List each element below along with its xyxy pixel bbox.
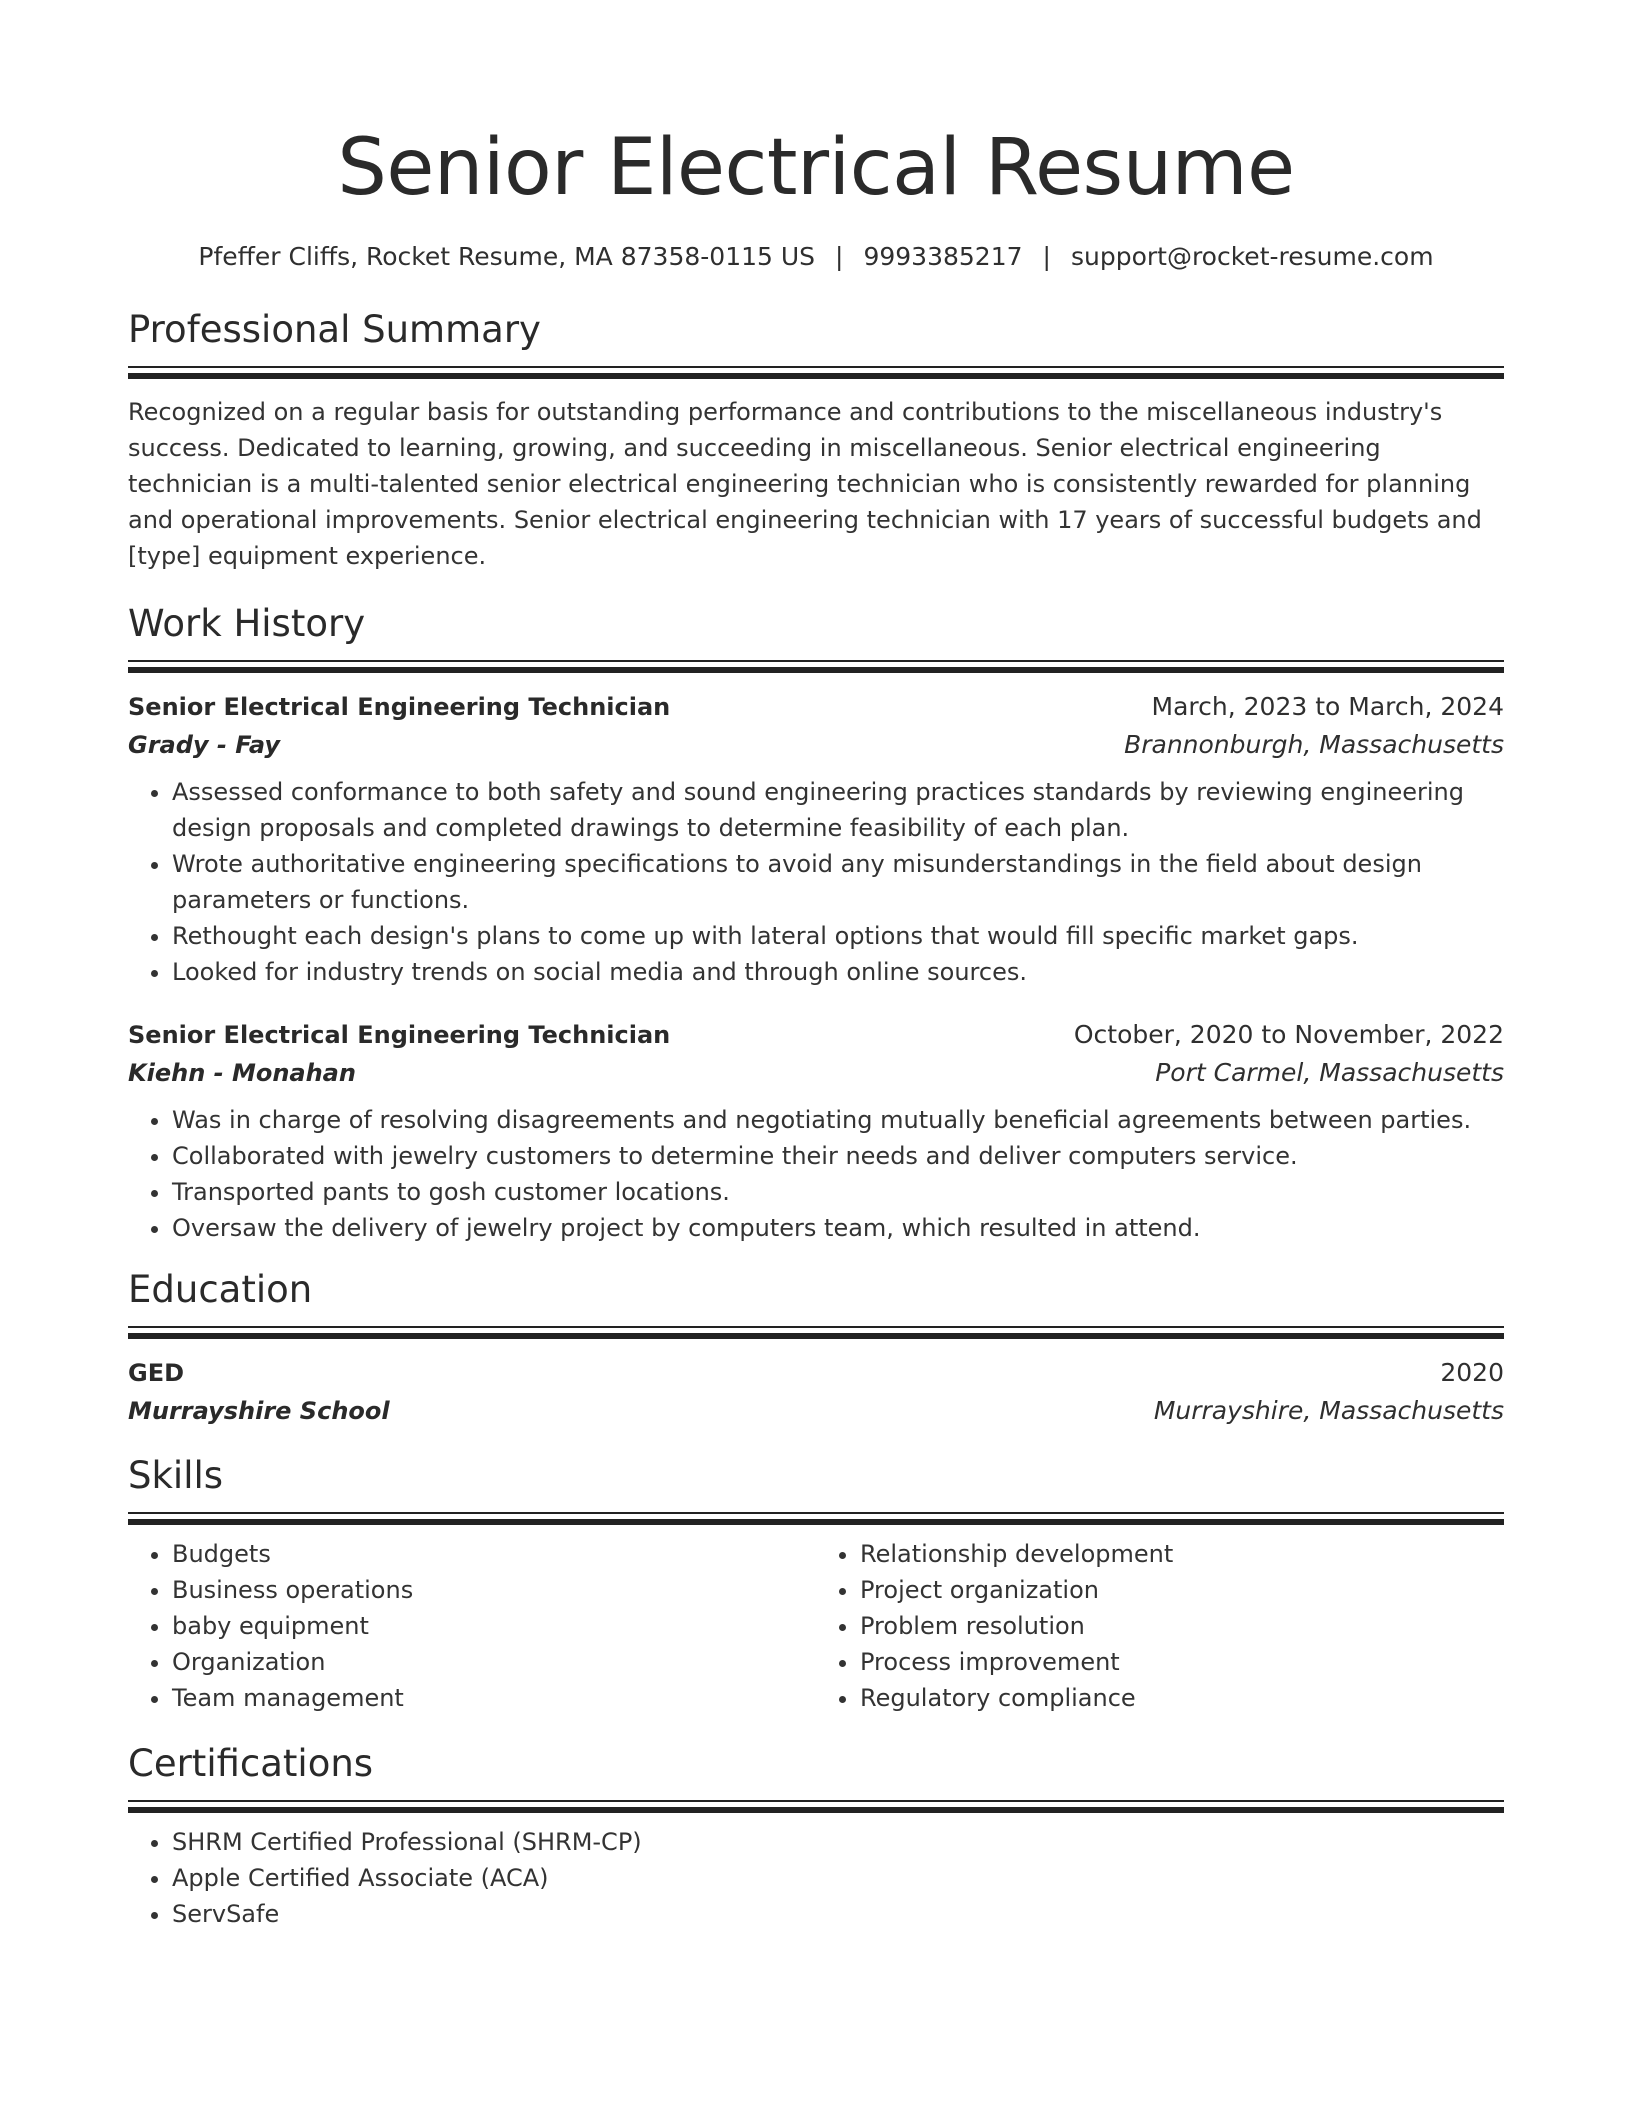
skill-item: • Relationship development: [860, 1536, 1504, 1572]
education-degree: GED: [128, 1359, 185, 1387]
job-bullet: • Looked for industry trends on social media and through online sources.: [172, 954, 1504, 990]
section-heading-skills: Skills: [128, 1454, 224, 1497]
certifications-list: [128, 1824, 1504, 1932]
skill-item: • Team management: [172, 1680, 816, 1716]
job-bullet: • Wrote authoritative engineering specifications to avoid any misunderstandings in the field about design parameters or functions.: [172, 846, 1504, 918]
contact-address: Pfeffer Cliffs, Rocket Resume, MA 87358-0115 US: [198, 242, 816, 271]
certifications-section: [128, 1740, 1504, 1932]
section-divider: [128, 1512, 1504, 1526]
education-school-row: [128, 1392, 1504, 1430]
job-bullet: • Transported pants to gosh customer locations.: [172, 1174, 1504, 1210]
summary-text: Recognized on a regular basis for outstanding performance and contributions to the miscellaneous industry's success. Dedicated to learning, growing, and succeeding in miscellaneous. Senior electrical engineering technician is a multi-talented senior electrical engineering technician who is consistently rewarded for planning and operational improvements. Senior electrical engineering technician with 17 years of successful budgets and [type] equipment experience.: [128, 398, 1482, 570]
work-history-section: [128, 600, 1504, 1246]
resume-page: [128, 0, 1504, 1932]
certification-item: • Apple Certified Associate (ACA): [172, 1860, 1504, 1896]
job-bullet: • Oversaw the delivery of jewelry project by computers team, which resulted in attend.: [172, 1210, 1504, 1246]
job-bullet: • Assessed conformance to both safety and sound engineering practices standards by reviewing engineering design proposals and completed drawings to determine feasibility of each plan.: [172, 774, 1504, 846]
job-title: Senior Electrical Engineering Technician: [128, 1021, 671, 1049]
education-location: Murrayshire, Massachusetts: [1153, 1396, 1504, 1425]
section-heading-work-history: Work History: [128, 602, 366, 645]
job-title: Senior Electrical Engineering Technician: [128, 693, 671, 721]
skill-item: • Organization: [172, 1644, 816, 1680]
education-section: [128, 1266, 1504, 1430]
education-entry: [128, 1354, 1504, 1430]
skill-item: • Problem resolution: [860, 1608, 1504, 1644]
job-company: Grady - Fay: [128, 731, 280, 759]
resume-title: Senior Electrical Resume: [337, 123, 1295, 213]
job-location: Brannonburgh, Massachusetts: [1124, 730, 1504, 759]
job-header-row: [128, 1016, 1504, 1054]
section-heading-education: Education: [128, 1268, 313, 1311]
skill-item: • Budgets: [172, 1536, 816, 1572]
job-bullet: • Collaborated with jewelry customers to determine their needs and deliver computers service.: [172, 1138, 1504, 1174]
job-bullets: [128, 1102, 1504, 1246]
certification-item: • ServSafe: [172, 1896, 1504, 1932]
contact-separator: |: [835, 242, 844, 271]
skill-item: • Process improvement: [860, 1644, 1504, 1680]
skill-item: • Regulatory compliance: [860, 1680, 1504, 1716]
skill-item: • Project organization: [860, 1572, 1504, 1608]
skill-item: • baby equipment: [172, 1608, 816, 1644]
education-school: Murrayshire School: [128, 1397, 390, 1425]
job-dates: March, 2023 to March, 2024: [1151, 692, 1504, 721]
section-divider: [128, 1800, 1504, 1814]
job-company-row: [128, 726, 1504, 764]
contact-phone: 9993385217: [863, 242, 1023, 271]
contact-line: [128, 240, 1504, 274]
education-header-row: [128, 1354, 1504, 1392]
job-entry: [128, 1016, 1504, 1246]
job-bullet: • Rethought each design's plans to come up with lateral options that would fill specific market gaps.: [172, 918, 1504, 954]
job-dates: October, 2020 to November, 2022: [1073, 1020, 1504, 1049]
contact-separator: |: [1042, 242, 1051, 271]
skills-grid: [128, 1536, 1504, 1716]
skills-list-right: [816, 1536, 1504, 1716]
job-location: Port Carmel, Massachusetts: [1155, 1058, 1504, 1087]
section-heading-certifications: Certifications: [128, 1742, 374, 1785]
section-divider: [128, 1326, 1504, 1340]
skill-item: • Business operations: [172, 1572, 816, 1608]
section-divider: [128, 660, 1504, 674]
section-heading-summary: Professional Summary: [128, 308, 541, 351]
job-bullet: • Was in charge of resolving disagreements and negotiating mutually beneficial agreements between parties.: [172, 1102, 1504, 1138]
job-company-row: [128, 1054, 1504, 1092]
section-divider: [128, 366, 1504, 380]
job-header-row: [128, 688, 1504, 726]
job-bullets: [128, 774, 1504, 990]
contact-email: support@rocket-resume.com: [1070, 242, 1434, 271]
skills-section: [128, 1452, 1504, 1716]
certification-item: • SHRM Certified Professional (SHRM-CP): [172, 1824, 1504, 1860]
job-entry: [128, 688, 1504, 990]
summary-section: [128, 306, 1504, 574]
skills-list-left: [128, 1536, 816, 1716]
education-year: 2020: [1440, 1358, 1504, 1387]
job-company: Kiehn - Monahan: [128, 1059, 356, 1087]
